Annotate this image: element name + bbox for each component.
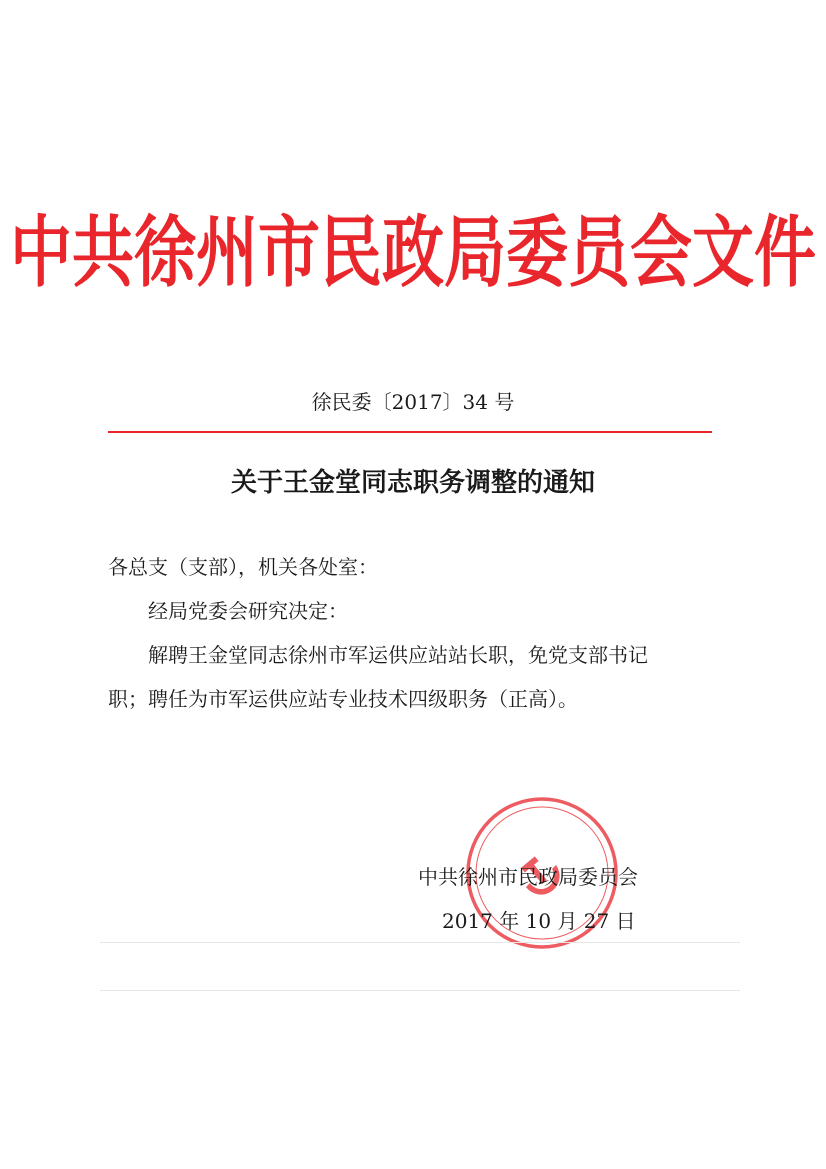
paragraph-appointment [108, 633, 718, 721]
signature-date: 2017 年 10 月 27 日 [442, 909, 636, 933]
paragraph-appointment-line-1: 解聘王金堂同志徐州市军运供应站站长职，免党支部书记 [148, 643, 648, 667]
header-red-rule [108, 431, 712, 433]
paragraph-decision: 经局党委会研究决定： [148, 599, 348, 623]
scan-artifact-line [100, 990, 740, 991]
signature-organization: 中共徐州市民政局委员会 [418, 865, 638, 889]
paragraph-appointment-line-2: 职；聘任为市军运供应站专业技术四级职务（正高）。 [108, 687, 578, 711]
document-header-title: 中共徐州市民政局委员会文件 [9, 206, 816, 298]
salutation: 各总支（支部），机关各处室： [108, 555, 378, 579]
scan-artifact-line [100, 942, 740, 943]
document-number: 徐民委〔2017〕34 号 [311, 390, 515, 414]
notice-title: 关于王金堂同志职务调整的通知 [230, 468, 595, 498]
